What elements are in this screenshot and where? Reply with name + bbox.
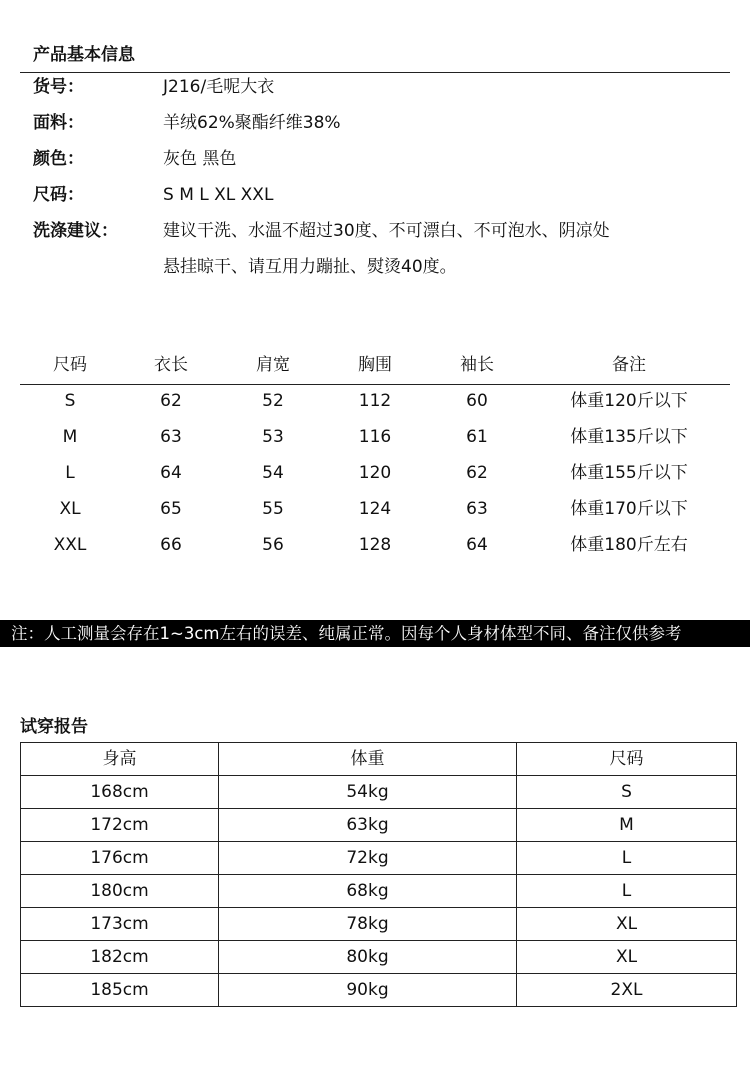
trial-cell: XL — [517, 941, 737, 974]
trial-cell: 172cm — [21, 809, 219, 842]
trial-cell: S — [517, 776, 737, 809]
table-row — [21, 908, 737, 941]
table-row — [21, 842, 737, 875]
trial-cell: 2XL — [517, 974, 737, 1007]
size-cell: 60 — [466, 391, 488, 411]
size-cell: L — [65, 463, 75, 483]
trial-cell: 80kg — [219, 941, 517, 974]
size-row — [20, 455, 730, 491]
measurement-note-bar — [0, 620, 750, 647]
info-label: 洗涤建议： — [33, 221, 118, 241]
size-table-header — [20, 347, 730, 383]
trial-cell: 182cm — [21, 941, 219, 974]
size-header-cell: 备注 — [612, 355, 646, 375]
size-row — [20, 383, 730, 419]
info-row-washing — [0, 213, 750, 249]
size-cell: 体重170斤以下 — [570, 499, 688, 519]
size-header-cell: 胸围 — [358, 355, 392, 375]
trial-cell: 63kg — [219, 809, 517, 842]
info-row-fabric — [0, 105, 750, 141]
trial-cell: M — [517, 809, 737, 842]
size-cell: 65 — [160, 499, 182, 519]
trial-cell: XL — [517, 908, 737, 941]
trial-cell: 90kg — [219, 974, 517, 1007]
trial-cell: L — [517, 875, 737, 908]
trial-cell: 68kg — [219, 875, 517, 908]
size-row — [20, 491, 730, 527]
size-cell: 128 — [358, 535, 392, 555]
info-value: 灰色 黑色 — [163, 149, 237, 169]
info-row-item-number — [0, 69, 750, 105]
info-value: 悬挂晾干、请互用力蹦扯、熨烫40度。 — [163, 257, 457, 277]
size-cell: 55 — [262, 499, 284, 519]
size-cell: 62 — [160, 391, 182, 411]
info-row-washing-cont — [0, 249, 750, 285]
trial-report-title: 试穿报告 — [20, 717, 88, 737]
size-cell: XXL — [53, 535, 87, 555]
size-cell: 56 — [262, 535, 284, 555]
size-row — [20, 419, 730, 455]
basic-info-title: 产品基本信息 — [33, 45, 135, 65]
trial-cell: 72kg — [219, 842, 517, 875]
trial-cell: 54kg — [219, 776, 517, 809]
trial-cell: 185cm — [21, 974, 219, 1007]
size-cell: 124 — [358, 499, 392, 519]
size-cell: 112 — [358, 391, 392, 411]
measurement-note: 注：人工测量会存在1~3cm左右的误差、纯属正常。因每个人身材体型不同、备注仅供参考 — [11, 624, 682, 643]
table-row — [21, 974, 737, 1007]
info-label: 货号： — [33, 77, 84, 97]
info-row-size — [0, 177, 750, 213]
size-header-cell: 衣长 — [154, 355, 188, 375]
trial-header-cell: 尺码 — [517, 743, 737, 776]
table-row — [21, 875, 737, 908]
trial-header-row — [21, 743, 737, 776]
trial-cell: L — [517, 842, 737, 875]
size-cell: 54 — [262, 463, 284, 483]
size-cell: 63 — [160, 427, 182, 447]
trial-header-cell: 身高 — [21, 743, 219, 776]
size-cell: 53 — [262, 427, 284, 447]
size-cell: 体重155斤以下 — [570, 463, 688, 483]
size-cell: 63 — [466, 499, 488, 519]
size-row — [20, 527, 730, 563]
trial-cell: 78kg — [219, 908, 517, 941]
size-cell: 61 — [466, 427, 488, 447]
size-cell: 116 — [358, 427, 392, 447]
size-cell: 体重180斤左右 — [570, 535, 688, 555]
size-cell: 体重120斤以下 — [570, 391, 688, 411]
size-cell: XL — [59, 499, 81, 519]
size-cell: 66 — [160, 535, 182, 555]
table-row — [21, 809, 737, 842]
trial-cell: 180cm — [21, 875, 219, 908]
info-label: 尺码： — [33, 185, 84, 205]
table-row — [21, 776, 737, 809]
info-value: S M L XL XXL — [163, 185, 274, 205]
size-header-cell: 袖长 — [460, 355, 494, 375]
trial-cell: 173cm — [21, 908, 219, 941]
info-row-color — [0, 141, 750, 177]
info-value: J216/毛呢大衣 — [163, 77, 275, 97]
size-cell: 体重135斤以下 — [570, 427, 688, 447]
size-cell: 120 — [358, 463, 392, 483]
info-label: 面料： — [33, 113, 84, 133]
trial-header-cell: 体重 — [219, 743, 517, 776]
size-cell: S — [64, 391, 76, 411]
info-label: 颜色： — [33, 149, 84, 169]
info-value: 羊绒62%聚酯纤维38% — [163, 113, 341, 133]
trial-report-table — [20, 742, 737, 1007]
size-cell: 64 — [160, 463, 182, 483]
size-cell: 64 — [466, 535, 488, 555]
size-cell: 52 — [262, 391, 284, 411]
table-row — [21, 941, 737, 974]
info-value: 建议干洗、水温不超过30度、不可漂白、不可泡水、阴凉处 — [163, 221, 610, 241]
size-header-cell: 肩宽 — [256, 355, 290, 375]
trial-cell: 176cm — [21, 842, 219, 875]
size-cell: 62 — [466, 463, 488, 483]
size-cell: M — [62, 427, 78, 447]
size-header-cell: 尺码 — [53, 355, 87, 375]
trial-cell: 168cm — [21, 776, 219, 809]
